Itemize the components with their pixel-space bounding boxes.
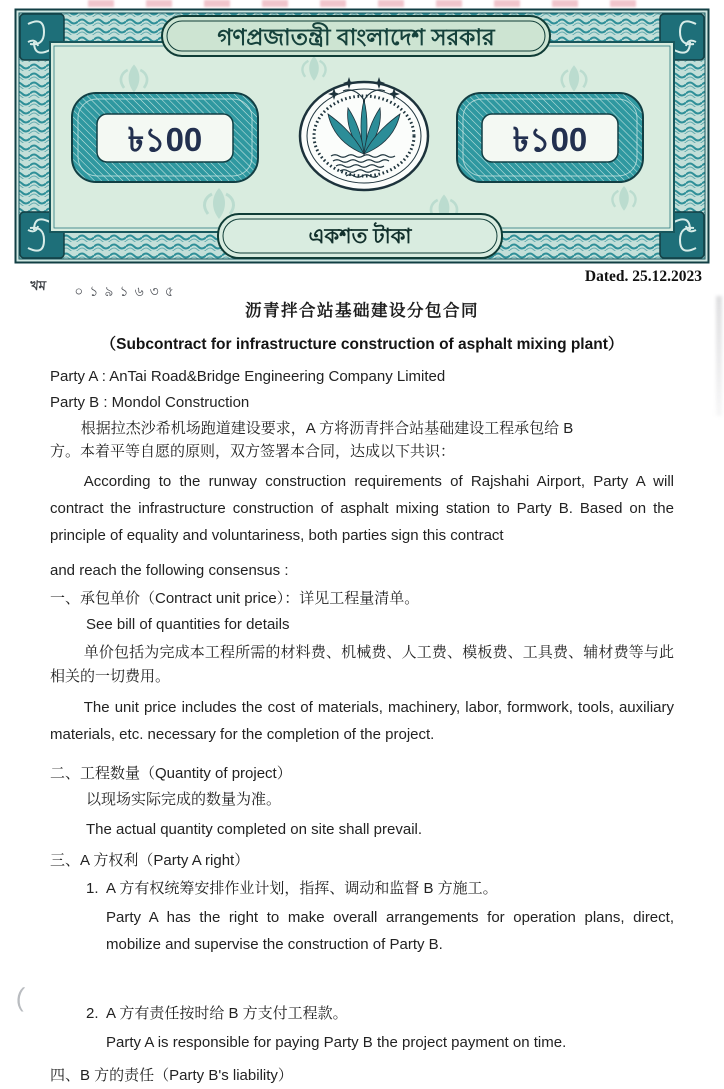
item-1-text-cn: A 方有权统筹安排作业计划，指挥、调动和监督 B 方施工。 [106, 880, 498, 897]
date-label: Dated. 25.12.2023 [584, 268, 702, 285]
scan-artifact-right [716, 296, 722, 416]
consensus-line: and reach the following consensus : [50, 562, 289, 579]
denomination-left-text: ৳১00 [127, 121, 203, 158]
section-1-line-en-1: See bill of quantities for details [86, 616, 290, 633]
revenue-stamp-graphic [14, 8, 710, 264]
section-4-heading: 四、B 方的责任（Party B's liability） [50, 1067, 293, 1084]
stamp-serial-number: ০১৯১৬৩৫ [74, 283, 180, 299]
item-1-number: 1. [86, 880, 99, 897]
revenue-stamp [14, 8, 710, 264]
denomination-right-text: ৳১00 [512, 121, 588, 158]
intro-cn-line2: 方。本着平等自愿的原则，双方签署本合同，达成以下共识： [50, 443, 456, 460]
government-banner-text: গণপ্রজাতন্ত্রী বাংলাদেশ সরকার [217, 24, 495, 50]
intro-paragraph-cn [50, 417, 674, 463]
intro-paragraph-en: According to the runway construction requirements of Rajshahi Airport, Party A will contract the infrastructure construction of asphalt mixing station to Party B. Based on the principle of equality and voluntariness, both parties sign this contract [50, 473, 674, 544]
amount-ribbon [218, 214, 502, 258]
section-3-heading: 三、A 方权利（Party A right） [50, 852, 250, 869]
government-banner [162, 16, 550, 56]
contract-title-en: （Subcontract for infrastructure construction of asphalt mixing plant） [100, 336, 624, 353]
amount-ribbon-text: একশত টাকা [308, 225, 412, 248]
section-1-heading: 一、承包单价（Contract unit price）：详见工程量清单。 [50, 590, 420, 607]
intro-cn-line1: 根据拉杰沙希机场跑道建设要求，A 方将沥青拌合站基础建设工程承包给 B [80, 420, 574, 437]
section-3-item-2 [50, 1002, 674, 1056]
party-b-line: Party B : Mondol Construction [50, 394, 250, 411]
section-3-item-1 [50, 877, 674, 958]
section-2-heading: 二、工程数量（Quantity of project） [50, 765, 292, 782]
stamp-series-label: খম [29, 278, 47, 293]
contract-body [50, 300, 674, 1089]
stamp-serial-block [30, 274, 180, 298]
denomination-plaque-left [72, 93, 258, 182]
item-2-text-en: Party A is responsible for paying Party B the project payment on time. [106, 1034, 567, 1051]
section-1-line-en-2: The unit price includes the cost of materials, machinery, labor, formwork, tools, auxiliary materials, etc. necessary for the completion of the project. [50, 699, 674, 743]
item-2-number: 2. [86, 1005, 99, 1022]
section-2-line-en: The actual quantity completed on site shall prevail. [86, 821, 423, 838]
denomination-plaque-right [457, 93, 643, 182]
item-2-text-cn: A 方有责任按时给 B 方支付工程款。 [106, 1005, 348, 1022]
section-1-line-cn: 单价包括为完成本工程所需的材料费、机械费、人工费、模板费、工具费、辅材费等与此相关的一切费用。 [50, 644, 674, 685]
pen-mark: ( [14, 981, 26, 1013]
section-2-line-cn: 以现场实际完成的数量为准。 [86, 791, 282, 808]
party-block [50, 365, 674, 414]
item-1-text-en: Party A has the right to make overall arrangements for operation plans, direct, mobilize and supervise the construction of Party B. [106, 909, 674, 953]
party-a-line: Party A : AnTai Road&Bridge Engineering Company Limited [50, 368, 446, 385]
scan-artifact-top [88, 0, 648, 7]
contract-title-cn: 沥青拌合站基础建设分包合同 [245, 302, 479, 320]
